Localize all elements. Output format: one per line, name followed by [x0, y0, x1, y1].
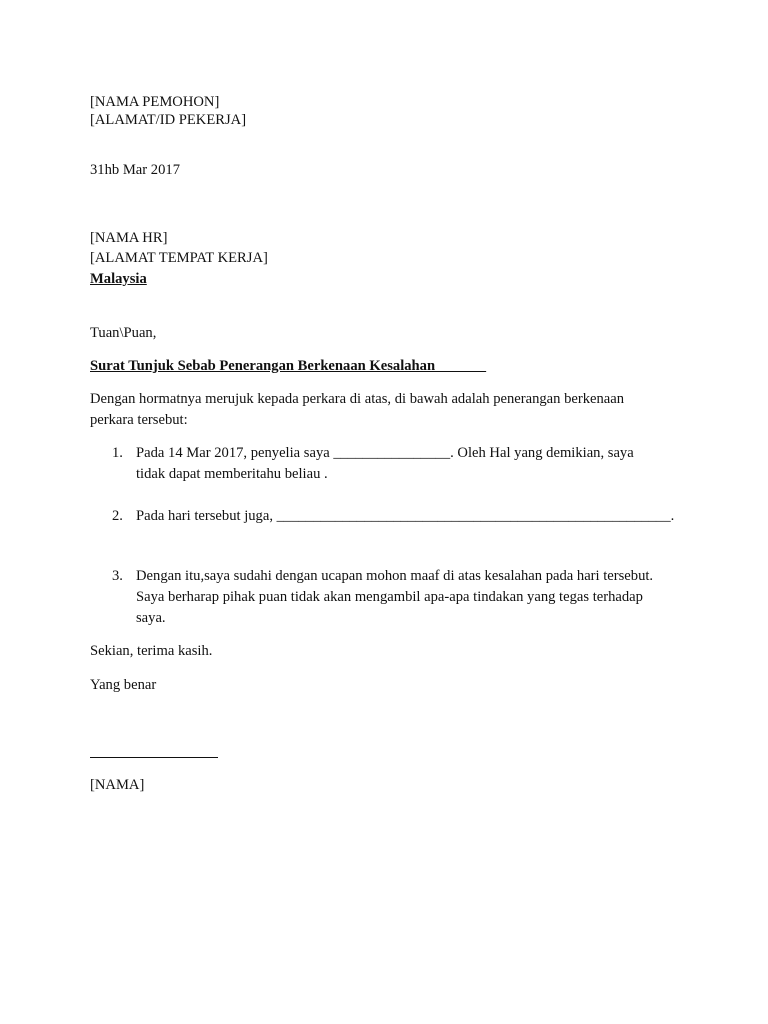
list-item-number: 3. [112, 568, 123, 584]
list-item-number: 1. [112, 445, 123, 461]
recipient-address: [ALAMAT TEMPAT KERJA] [90, 250, 268, 266]
subject-line: Surat Tunjuk Sebab Penerangan Berkenaan Kesalahan [90, 358, 487, 374]
list-item-3-line-1: Dengan itu,saya sudahi dengan ucapan mohon maaf di atas kesalahan pada hari tersebut. [136, 568, 654, 584]
sender-address: [ALAMAT/ID PEKERJA] [90, 112, 247, 128]
intro-line-1: Dengan hormatnya merujuk kepada perkara di atas, di bawah adalah penerangan berkenaan [90, 391, 625, 407]
signature-name: [NAMA] [90, 777, 145, 793]
sender-name: [NAMA PEMOHON] [90, 94, 220, 110]
list-item-3-line-2: Saya berharap pihak puan tidak akan mengambil apa-apa tindakan yang tegas terhadap [136, 589, 643, 605]
closing-text: Sekian, terima kasih. [90, 643, 213, 659]
recipient-name: [NAMA HR] [90, 230, 168, 246]
recipient-country: Malaysia [90, 271, 147, 287]
signoff-text: Yang benar [90, 677, 157, 693]
signature-line [90, 757, 218, 758]
intro-line-2: perkara tersebut: [90, 412, 188, 428]
list-item-number: 2. [112, 508, 123, 524]
list-item-2-line-1: Pada hari tersebut juga, ______________________________________________________. [136, 508, 675, 524]
salutation: Tuan\Puan, [90, 325, 157, 341]
list-item-1-line-1: Pada 14 Mar 2017, penyelia saya ________________. Oleh Hal yang demikian, saya [136, 445, 634, 461]
letter-date: 31hb Mar 2017 [90, 162, 180, 178]
list-item-1-line-2: tidak dapat memberitahu beliau . [136, 466, 328, 482]
list-item-3-line-3: saya. [136, 610, 166, 626]
